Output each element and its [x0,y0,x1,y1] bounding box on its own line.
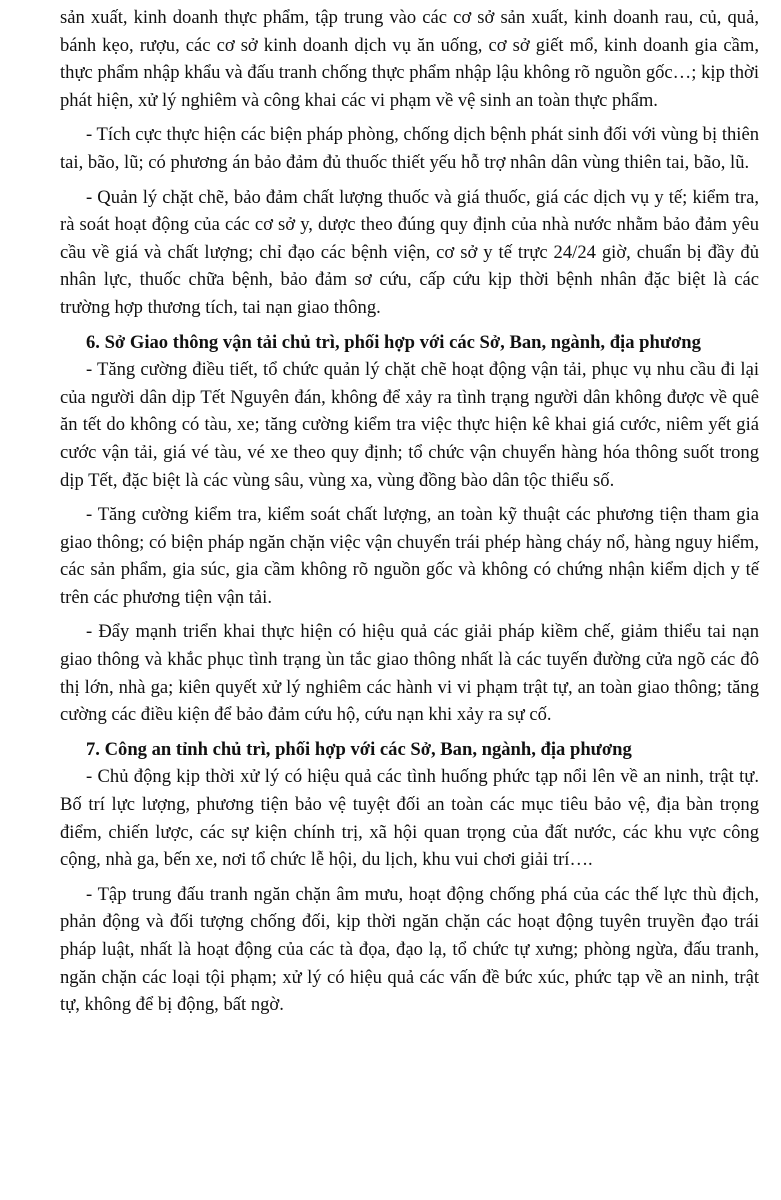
paragraph-vehicle-inspection: - Tăng cường kiểm tra, kiểm soát chất lượng, an toàn kỹ thuật các phương tiện tham gia giao thông; có biện pháp ngăn chặn việc vận chuyển trái phép hàng cháy nổ, hàng nguy hiểm, các sản phẩm, gia súc, gia cầm không rõ nguồn gốc và không có chứng nhận kiểm dịch y tế trên các phương tiện vận tải. [60,504,759,608]
paragraph-traffic-accident-reduction: - Đẩy mạnh triển khai thực hiện có hiệu quả các giải pháp kiềm chế, giảm thiểu tai nạn giao thông và khắc phục tình trạng ùn tắc giao thông nhất là các tuyến đường cửa ngõ các đô thị lớn, nhà ga; kiên quyết xử lý nghiêm các hành vi vi phạm trật tự, an toàn giao thông; tăng cường các điều kiện để bảo đảm cứu hộ, cứu nạn khi xảy ra sự cố. [60,621,759,726]
paragraph-food-safety-continuation: sản xuất, kinh doanh thực phẩm, tập trung vào các cơ sở sản xuất, kinh doanh rau, củ, quả, bánh kẹo, rượu, các cơ sở kinh doanh dịch vụ ăn uống, cơ sở giết mổ, kinh doanh gia cầm, thực phẩm nhập khẩu và đấu tranh chống thực phẩm nhập lậu không rõ nguồn gốc…; kịp thời phát hiện, xử lý nghiêm và công khai các vi phạm về vệ sinh an toàn thực phẩm. [60,7,759,111]
paragraph-medicine-quality-control: - Quản lý chặt chẽ, bảo đảm chất lượng thuốc và giá thuốc, giá các dịch vụ y tế; kiểm tra, rà soát hoạt động của các cơ sở y, dược theo đúng quy định của nhà nước nhằm bảo đảm yêu cầu về giá và chất lượng; chỉ đạo các bệnh viện, cơ sở y tế trực 24/24 giờ, chuẩn bị đầy đủ nhân lực, thuốc chữa bệnh, bảo đảm sơ cứu, cấp cứu kịp thời bệnh nhân đặc biệt là các trường hợp thương tích, tai nạn giao thông. [60,186,759,318]
paragraph-disaster-disease-prevention: - Tích cực thực hiện các biện pháp phòng, chống dịch bệnh phát sinh đối với vùng bị thiên tai, bão, lũ; có phương án bảo đảm đủ thuốc thiết yếu hỗ trợ nhân dân vùng thiên tai, bão, lũ. [60,124,759,173]
section-heading-7: 7. Công an tỉnh chủ trì, phối hợp với các Sở, Ban, ngành, địa phương [86,738,632,760]
paragraph-transport-management: - Tăng cường điều tiết, tổ chức quản lý chặt chẽ hoạt động vận tải, phục vụ nhu cầu đi lại của người dân dịp Tết Nguyên đán, không để xảy ra tình trạng người dân không được về quê ăn tết do không có tàu, xe; tăng cường kiểm tra việc thực hiện kê khai giá cước, niêm yết giá cước vận tải, giá vé tàu, vé xe theo quy định; tổ chức vận chuyển hàng hóa thông suốt trong dịp Tết, đặc biệt là các vùng sâu, vùng xa, vùng đồng bào dân tộc thiểu số. [60,359,759,491]
section-heading-6: 6. Sở Giao thông vận tải chủ trì, phối hợp với các Sở, Ban, ngành, địa phương [86,331,701,353]
paragraph-crime-prevention: - Tập trung đấu tranh ngăn chặn âm mưu, hoạt động chống phá của các thế lực thù địch, phản động và đối tượng chống đối, kịp thời ngăn chặn các hoạt động tuyên truyền đạo trái pháp luật, nhất là hoạt động của các tà đọa, đạo lạ, tổ chức tự xưng; phòng ngừa, đấu tranh, ngăn chặn các loại tội phạm; xử lý có hiệu quả các vấn đề bức xúc, phức tạp về an ninh, trật tự, không để bị động, bất ngờ. [60,883,759,1016]
paragraph-security-order: - Chủ động kịp thời xử lý có hiệu quả các tình huống phức tạp nổi lên về an ninh, trật tự. Bố trí lực lượng, phương tiện bảo vệ tuyệt đối an toàn các mục tiêu bảo vệ, địa bàn trọng điểm, chiến lược, các sự kiện chính trị, xã hội quan trọng của đất nước, các khu vực công cộng, nhà ga, bến xe, nơi tổ chức lễ hội, du lịch, khu vui chơi giải trí…. [60,766,759,871]
